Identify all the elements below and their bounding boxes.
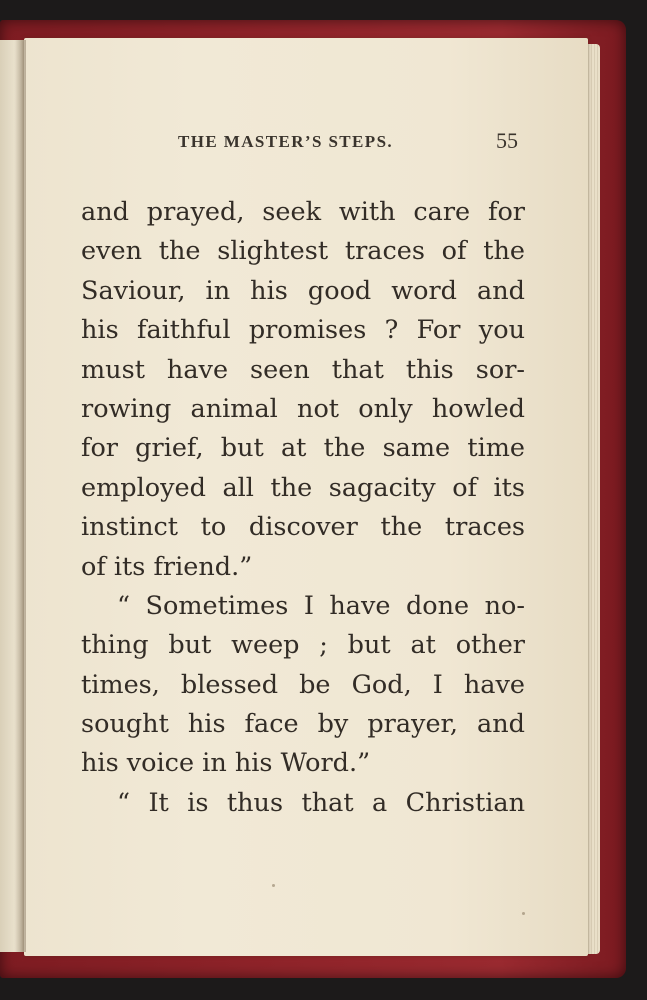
- running-head-title: THE MASTER’S STEPS.: [178, 132, 394, 151]
- text-line: his faithful promises ? For you: [81, 315, 525, 346]
- text-line: “ Sometimes I have done no-: [117, 590, 525, 621]
- paper-speck: [522, 912, 525, 915]
- text-line: and prayed, seek with care for: [81, 197, 525, 227]
- text-line: thing but weep ; but at other: [81, 630, 525, 661]
- text-line: times, blessed be God, I have: [81, 669, 525, 700]
- text-line: must have seen that this sor-: [81, 354, 525, 385]
- text-line: even the slightest traces of the: [81, 236, 525, 267]
- text-line: of its friend.”: [81, 551, 253, 582]
- text-line: “ It is thus that a Christian: [117, 787, 525, 818]
- text-line: sought his face by prayer, and: [81, 709, 525, 740]
- text-line: Saviour, in his good word and: [81, 275, 525, 306]
- page-number: 55: [496, 128, 518, 153]
- text-line: rowing animal not only howled: [81, 393, 525, 424]
- text-line: for grief, but at the same time: [81, 433, 525, 464]
- text-line: instinct to discover the traces: [81, 512, 525, 543]
- gutter-shadow: [14, 40, 26, 952]
- paper-speck: [272, 884, 275, 887]
- text-line: his voice in his Word.”: [81, 748, 371, 779]
- running-head: [178, 128, 538, 158]
- body-text: [81, 193, 525, 823]
- text-line: employed all the sagacity of its: [81, 472, 525, 503]
